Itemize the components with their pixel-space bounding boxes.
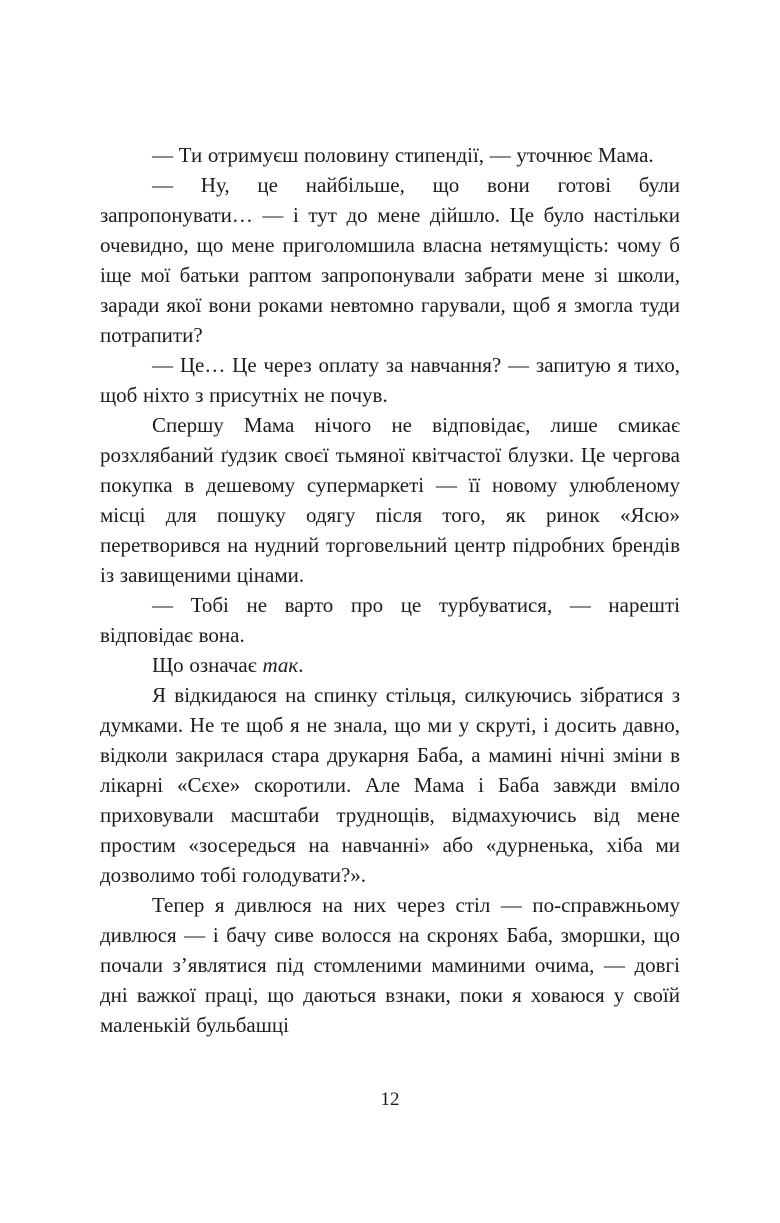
page-text (100, 140, 680, 1040)
page-number: 12 (380, 1089, 400, 1110)
paragraph-narrative (100, 650, 680, 680)
paragraph-narrative: Я відкидаюся на спинку стільця, силкуючись зібратися з думками. Не те щоб я не знала, що ми у скруті, і досить давно, відколи закрилася стара друкарня Баба, а мамині нічні зміни в лікарні «Сєхе» скоротили. Але Мама і Баба завжди вміло приховували масштаби труднощів, відмахуючись від мене простим «зосередься на навчанні» або «дурненька, хіба ми дозволимо тобі голодувати?». (100, 683, 680, 887)
paragraph-narrative: Спершу Мама нічого не відповідає, лише смикає розхлябаний ґудзик своєї тьмяної квітчастої блузки. Це чергова покупка в дешевому супермаркеті — її новому улюбленому місці для пошуку одягу після того, як ринок «Ясю» перетворився на нудний торговельний центр підробних брендів із завищеними цінами. (100, 413, 680, 587)
paragraph-dialogue: — Ну, це найбільше, що вони готові були запропонувати… — і тут до мене дійшло. Це було настільки очевидно, що мене приголомшила власна нетямущість: чому б іще мої батьки раптом запропонували забрати мене зі школи, заради якої вони роками невтомно гарували, щоб я змогла туди потрапити? (100, 173, 680, 347)
paragraph-dialogue: — Ти отримуєш половину стипендії, — уточнює Мама. (152, 143, 654, 167)
paragraph-text: Що означає (152, 653, 263, 677)
paragraph-dialogue: — Тобі не варто про це турбуватися, — нарешті відповідає вона. (100, 593, 680, 647)
paragraph-narrative: Тепер я дивлюся на них через стіл — по-справжньому дивлюся — і бачу сиве волосся на скронях Баба, зморшки, що почали з’являтися під стомленими маминими очима, — довгі дні важкої праці, що даються взнаки, поки я ховаюся у своїй маленькій бульбашці (100, 893, 680, 1037)
italic-word: так (262, 653, 299, 677)
paragraph-text: . (298, 653, 304, 677)
paragraph-dialogue: — Це… Це через оплату за навчання? — запитую я тихо, щоб ніхто з присутніх не почув. (100, 353, 680, 407)
